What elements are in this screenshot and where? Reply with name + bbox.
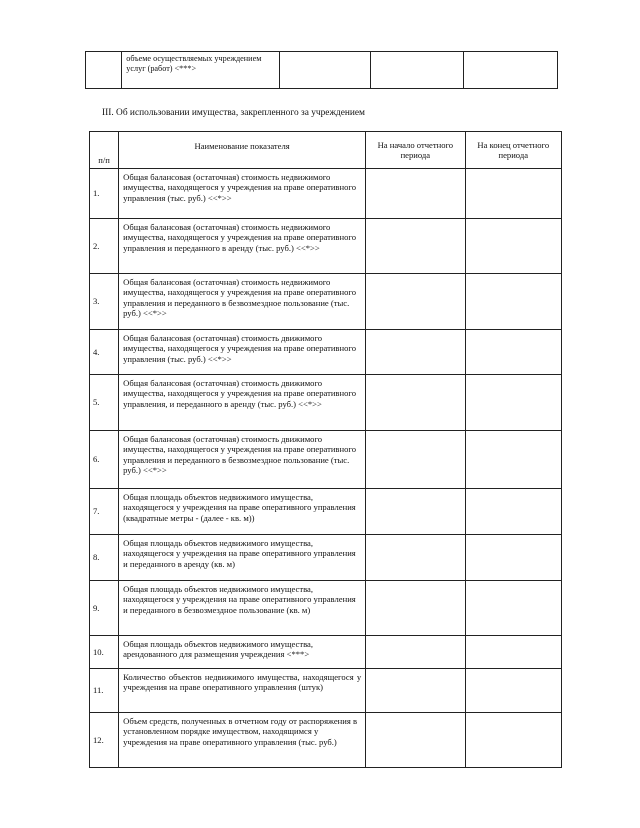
row-number: 2. xyxy=(90,219,119,274)
table-cell xyxy=(463,52,557,89)
row-name: Общая площадь объектов недвижимого имущества, арендованного для размещения учреждения <***> xyxy=(119,636,366,669)
table-cell xyxy=(86,52,122,89)
row-start-value[interactable] xyxy=(366,669,465,713)
property-table xyxy=(89,131,562,768)
row-start-value[interactable] xyxy=(366,219,465,274)
row-name: Общая балансовая (остаточная) стоимость недвижимого имущества, находящегося у учреждения на праве оперативного управления (тыс. руб.) <<*>> xyxy=(119,169,366,219)
row-number: 3. xyxy=(90,274,119,330)
row-name: Общая балансовая (остаточная) стоимость движимого имущества, находящегося у учреждения на праве оперативного управления (тыс. руб.) <<*>> xyxy=(119,330,366,375)
table-row xyxy=(90,581,562,636)
row-number: 12. xyxy=(90,713,119,768)
table-row xyxy=(90,713,562,768)
row-name: Объем средств, полученных в отчетном году от распоряжения в установленном порядке имуществом, находящимся у учреждения на праве оперативного управления (тыс. руб.) xyxy=(119,713,366,768)
row-number: 6. xyxy=(90,431,119,489)
table-header-row xyxy=(90,132,562,169)
table-row xyxy=(90,219,562,274)
table-row xyxy=(90,431,562,489)
row-end-value[interactable] xyxy=(465,535,561,581)
table-cell xyxy=(279,52,370,89)
row-name-cell: объеме осуществляемых учреждением услуг (работ) <***> xyxy=(122,52,279,89)
row-number: 9. xyxy=(90,581,119,636)
row-start-value[interactable] xyxy=(366,431,465,489)
table-row xyxy=(90,274,562,330)
row-name: Общая площадь объектов недвижимого имущества, находящегося у учреждения на праве оперативного управления и переданного в безвозмездное пользование (кв. м) xyxy=(119,581,366,636)
row-end-value[interactable] xyxy=(465,669,561,713)
row-end-value[interactable] xyxy=(465,219,561,274)
header-end: На конец отчетного периода xyxy=(465,132,561,169)
row-end-value[interactable] xyxy=(465,330,561,375)
row-start-value[interactable] xyxy=(366,535,465,581)
row-end-value[interactable] xyxy=(465,431,561,489)
table-row xyxy=(86,52,558,89)
row-start-value[interactable] xyxy=(366,489,465,535)
header-num: п/п xyxy=(90,132,119,169)
row-number: 4. xyxy=(90,330,119,375)
table-row xyxy=(90,669,562,713)
row-end-value[interactable] xyxy=(465,375,561,431)
row-number: 10. xyxy=(90,636,119,669)
table-row xyxy=(90,535,562,581)
row-name: Общая балансовая (остаточная) стоимость движимого имущества, находящегося у учреждения на праве оперативного управления и переданного в безвозмездное пользование (тыс. руб.) <<*>> xyxy=(119,431,366,489)
top-table-fragment xyxy=(85,51,558,89)
row-number: 1. xyxy=(90,169,119,219)
row-end-value[interactable] xyxy=(465,489,561,535)
row-number: 11. xyxy=(90,669,119,713)
table-row xyxy=(90,169,562,219)
section-title: III. Об использовании имущества, закрепленного за учреждением xyxy=(102,108,365,118)
table-row xyxy=(90,489,562,535)
row-number: 7. xyxy=(90,489,119,535)
table-row xyxy=(90,636,562,669)
row-start-value[interactable] xyxy=(366,330,465,375)
row-start-value[interactable] xyxy=(366,169,465,219)
row-end-value[interactable] xyxy=(465,713,561,768)
table-row xyxy=(90,330,562,375)
header-name: Наименование показателя xyxy=(119,132,366,169)
row-start-value[interactable] xyxy=(366,636,465,669)
row-number: 5. xyxy=(90,375,119,431)
row-start-value[interactable] xyxy=(366,713,465,768)
row-name: Общая площадь объектов недвижимого имущества, находящегося у учреждения на праве оперативного управления (квадратные метры - (далее - кв. м)) xyxy=(119,489,366,535)
row-start-value[interactable] xyxy=(366,274,465,330)
row-start-value[interactable] xyxy=(366,581,465,636)
row-name: Общая балансовая (остаточная) стоимость недвижимого имущества, находящегося у учреждения на праве оперативного управления и переданного в аренду (тыс. руб.) <<*>> xyxy=(119,219,366,274)
row-end-value[interactable] xyxy=(465,636,561,669)
row-name: Количество объектов недвижимого имущества, находящегося у учреждения на праве оперативного управления (штук) xyxy=(119,669,366,713)
row-number: 8. xyxy=(90,535,119,581)
table-cell xyxy=(370,52,463,89)
header-start: На начало отчетного периода xyxy=(366,132,465,169)
row-end-value[interactable] xyxy=(465,274,561,330)
row-end-value[interactable] xyxy=(465,581,561,636)
row-end-value[interactable] xyxy=(465,169,561,219)
row-name: Общая балансовая (остаточная) стоимость недвижимого имущества, находящегося у учреждения на праве оперативного управления и переданного в безвозмездное пользование (тыс. руб.) <<*>> xyxy=(119,274,366,330)
row-start-value[interactable] xyxy=(366,375,465,431)
row-name: Общая балансовая (остаточная) стоимость движимого имущества, находящегося у учреждения на праве оперативного управления, и переданного в аренду (тыс. руб.) <<*>> xyxy=(119,375,366,431)
table-row xyxy=(90,375,562,431)
row-name: Общая площадь объектов недвижимого имущества, находящегося у учреждения на праве оперативного управления и переданного в аренду (кв. м) xyxy=(119,535,366,581)
